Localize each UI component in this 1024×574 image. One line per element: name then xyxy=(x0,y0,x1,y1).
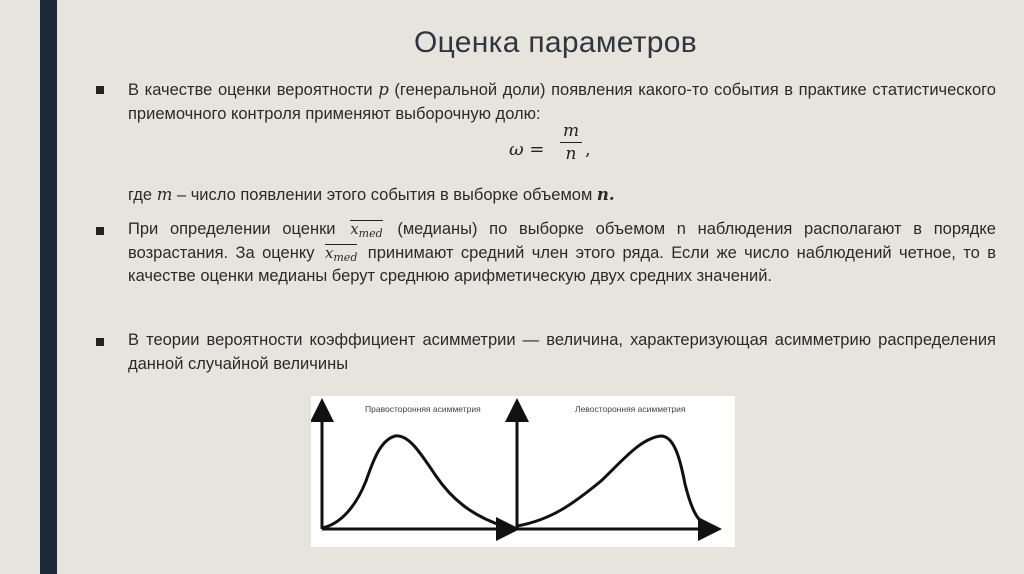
bullet-marker xyxy=(96,338,104,346)
bullet-1-part-a: В качестве оценки вероятности xyxy=(128,81,373,99)
bullet-1-part-b: (генеральной доли) появления какого-то события в практике статистического приемочного контроля применяют выборочную долю: xyxy=(128,81,996,123)
right-skew-curve xyxy=(322,436,506,528)
right-figure-label: Левосторонняя асимметрия xyxy=(575,404,686,414)
xmed-symbol xyxy=(350,220,382,241)
left-skew-curve xyxy=(517,436,709,527)
xmed-base: x xyxy=(324,243,334,262)
left-figure-label: Правосторонняя асимметрия xyxy=(365,404,481,414)
bullet-3-part-a: В теории вероятности коэффициент асимметрии — величина, характеризующая асимметрию распределения данной случайной величины xyxy=(128,331,996,373)
asymmetry-diagram xyxy=(311,396,735,547)
formula-lhs: ω = xyxy=(509,139,545,160)
formula-denominator: n xyxy=(565,144,577,164)
formula-comma: , xyxy=(585,139,591,160)
formula-numerator: m xyxy=(562,121,580,141)
xmed-subscript: med xyxy=(333,250,358,264)
explanation-part-b: – число появлении этого события в выборке объемом xyxy=(176,186,593,204)
var-n: n. xyxy=(596,185,615,204)
bullet-1-text xyxy=(128,78,996,126)
bullet-marker xyxy=(96,227,104,235)
bullet-2-part-a: При определении оценки xyxy=(128,220,336,238)
asymmetry-figure xyxy=(311,396,735,547)
xmed-subscript: med xyxy=(358,227,383,240)
bullet-marker xyxy=(96,86,104,94)
bullet-2-text xyxy=(128,218,996,289)
formula-fraction xyxy=(559,120,583,165)
explanation-part-a: где xyxy=(128,186,153,204)
xmed-symbol xyxy=(325,244,357,265)
xmed-base: x xyxy=(350,220,359,238)
slide-title: Оценка параметров xyxy=(414,26,697,59)
bullet-3-text xyxy=(128,329,996,376)
bullet-2-part-c: принимают средний член этого ряда. Если же число наблюдений четное, то в качестве оценки медианы берут среднюю арифметическую двух средних значений. xyxy=(128,243,996,285)
bullet-2-part-b: (медианы) по выборке объемом n наблюдения располагают в порядке возрастания. За оценку xyxy=(128,220,996,262)
left-accent-bar xyxy=(40,0,57,574)
formula-explanation xyxy=(128,183,996,208)
var-m: m xyxy=(156,185,173,204)
var-p: p xyxy=(378,80,389,99)
